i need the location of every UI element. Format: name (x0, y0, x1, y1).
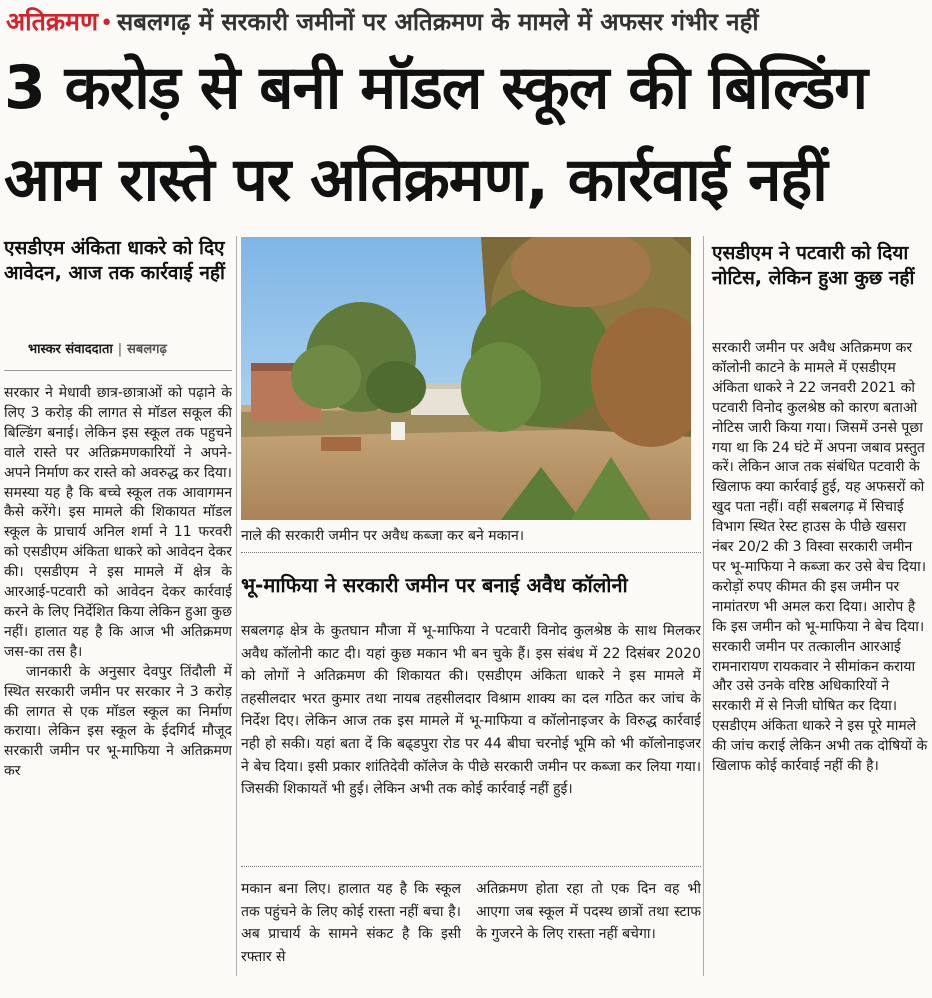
left-column-body (4, 384, 232, 970)
center-divider (241, 866, 701, 867)
byline-divider (4, 370, 232, 371)
kicker-label: अतिक्रमण (6, 7, 99, 36)
byline-separator: | (117, 342, 123, 357)
column-divider-left (236, 236, 237, 976)
center-heading: भू-माफिया ने सरकारी जमीन पर बनाई अवैध कॉलोनी (241, 573, 628, 597)
left-para-2: जानकारी के अनुसार देवपुर तिंदौली में स्थित सरकारी जमीन पर सरकार ने 3 करोड़ की लागत से एक मॉडल स्कूल का निर्माण कराया। लेकिन इस स्कूल के ईदगिर्द मौजूद सरकारी जमीन पर भू-माफिया ने अतिक्रमण कर (4, 663, 232, 780)
kicker-dot: • (100, 11, 114, 36)
headline-line-2: आम रास्ते पर अतिक्रमण, कार्रवाई नहीं (4, 145, 827, 215)
continuation-column-1: मकान बना लिए। हालात यह है कि स्कूल तक पहुंचने के लिए कोई रास्ता नहीं बचा है। अब प्राचार्य के सामने संकट है कि इसी रफ्तार से (241, 881, 461, 965)
byline-name: भास्कर संवाददाता (28, 342, 113, 357)
top-line (6, 4, 926, 40)
news-photo (241, 237, 691, 520)
photo-illustration (241, 237, 691, 520)
photo-caption: नाले की सरकारी जमीन पर अवैध कब्जा कर बने मकान। (241, 528, 525, 544)
left-para-1: सरकार ने मेधावी छात्र-छात्राओं को पढ़ाने के लिए 3 करोड़ की लागत से मॉडल सकूल की बिल्डिंग बनाई। लेकिन इस स्कूल तक पहुचने वाले रास्ते पर अतिक्रमणकारियों ने अपने-अपने निर्माण कर रास्ते को अवरुद्ध कर दिया। समस्या यह है कि बच्चे स्कूल तक आवागमन कैसे करेंगे। इस मामले की शिकायत मॉडल स्कूल के प्राचार्य अनिल शर्मा ने 11 फरवरी को एसडीएम अंकिता धाकरे को आवेदन देकर की। एसडीएम ने इस मामले में क्षेत्र के आरआई-पटवारी को आवेदन देकर कार्रवाई करने के लिए निर्देशित किया लेकिन हुआ कुछ नहीं। हालात यह है कि आज भी अतिक्रमण जस-का तस है। (4, 385, 232, 660)
subheadline: सबलगढ़ में सरकारी जमीनों पर अतिक्रमण के मामले में अफसर गंभीर नहीं (117, 8, 759, 36)
headline-line-1: 3 करोड़ से बनी मॉडल स्कूल की बिल्डिंग (4, 53, 868, 123)
right-column-heading: एसडीएम ने पटवारी को दिया नोटिस, लेकिन हुआ कुछ नहीं (712, 242, 915, 289)
column-divider-right (703, 236, 704, 976)
left-column-heading: एसडीएम अंकिता धाकरे को दिए आवेदन, आज तक कार्रवाई नहीं (4, 237, 225, 284)
byline (28, 339, 167, 357)
right-column-body: सरकारी जमीन पर अवैध अतिक्रमण कर कॉलोनी काटने के मामले में एसडीएम अंकिता धाकरे ने 22 जनवरी 2021 को पटवारी विनोद कुलश्रेष्ठ को कारण बताओ नोटिस जारी किया गया। जिसमें उनसे पूछा गया था कि 24 घंटे में अपना जबाव प्रस्तुत करें। लेकिन आज तक संबंधित पटवारी के खिलाफ क्या कार्रवाई हुई, यह अफसरों को खुद पता नहीं। वहीं सबलगढ़ में सिचाई विभाग स्थित रेस्ट हाउस के पीछे खसरा नंबर 20/2 की 3 विस्वा सरकारी जमीन पर भू-माफिया ने कब्जा कर उसे बेच दिया। करोड़ों रुपए कीमत की इस जमीन पर नामांतरण भी अमल करा दिया। आरोप है कि इस जमीन को भू-माफिया ने बेच दिया। सरकारी जमीन पर तत्कालीन आरआई रामनारायण रायकवार ने सीमांकन कराया और उसे उनके वरिष्ठ अधिकारियों ने सरकारी में से निजी घोषित कर दिया। एसडीएम अंकिता धाकरे ने इस पूरे मामले की जांच कराई लेकिन अभी तक दोषियों के खिलाफ कोई कार्रवाई नहीं की है। (712, 340, 928, 775)
continuation-column-2: अतिक्रमण होता रहा तो एक दिन वह भी आएगा जब स्कूल में पदस्थ छात्रों तथा स्टाफ के गुजरने के लिए रास्ता नहीं बचेगा। (476, 881, 701, 942)
caption-divider (241, 552, 701, 553)
center-body: सबलगढ़ क्षेत्र के कुतघान मौजा में भू-माफिया ने पटवारी विनोद कुलश्रेष्ठ के साथ मिलकर अवैध कॉलोनी काट दी। यहां कुछ मकान भी बन चुके हैं। इस संबंध में 22 दिसंबर 2020 को लोगों ने अतिक्रमण की शिकायत की। एसडीएम अंकिता धाकरे ने इस मामले में तहसीलदार भरत कुमार तथा नायब तहसीलदार विश्राम शाक्य का दल गठित कर जांच के निर्देश दिए। लेकिन आज तक इस मामले में भू-माफिया व कॉलोनाइजर के विरुद्ध कार्रवाई नही हो सकी। यहां बता दें कि बढ्डपुरा रोड पर 44 बीघा चरनोई भूमि को भी कॉलोनाइजर ने बेच दिया। इसी प्रकार शांतिदेवी कॉलेज के पीछे सरकारी जमीन पर कब्जा कर लिया गया। जिसकी शिकायतें भी हुई। लेकिन अभी तक कोई कार्रवाई नहीं हुई। (241, 623, 701, 798)
byline-place: सबलगढ़ (127, 342, 167, 357)
